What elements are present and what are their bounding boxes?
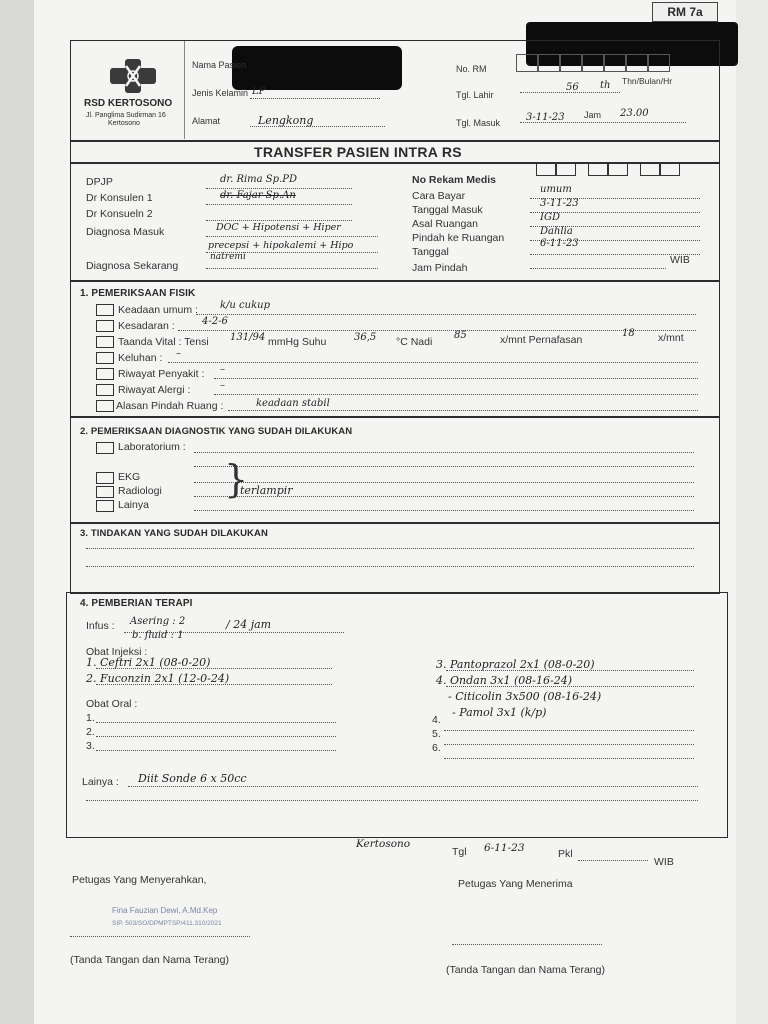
lab-line-2 <box>194 466 694 467</box>
footer-place: Kertosono <box>356 838 411 850</box>
konsulen1-line <box>206 204 352 205</box>
mmhg-suhu-label: mmHg Suhu <box>268 336 327 348</box>
lainya-diag-label: Lainya <box>118 499 149 511</box>
oral-left-1-line <box>96 722 336 723</box>
patient-name-label: Nama Pasien <box>192 60 247 70</box>
lab-line-1 <box>194 452 694 453</box>
section3-line-1 <box>86 548 694 549</box>
tanggal-label: Tanggal <box>412 246 449 258</box>
kesadaran-value: 4-2-6 <box>202 316 228 327</box>
dob-extra: th <box>600 80 611 91</box>
tensi-value: 131/94 <box>230 332 266 343</box>
oral-right-5-line <box>444 744 694 745</box>
ekg-checkbox[interactable] <box>96 472 114 484</box>
form-code-box <box>652 2 718 22</box>
asal-value: IGD <box>540 212 560 223</box>
dob-unit: Thn/Bulan/Hr <box>622 76 673 86</box>
alasan-line <box>228 410 698 411</box>
right-signer-title: Petugas Yang Menerima <box>458 878 573 890</box>
radiologi-checkbox[interactable] <box>96 486 114 498</box>
infus-value-1: Asering : 2 <box>130 616 186 627</box>
header-divider <box>184 41 185 139</box>
admit-value: 3-11-23 <box>526 112 565 123</box>
footer-tgl-label: Tgl <box>452 846 467 858</box>
keluhan-value: – <box>176 348 181 359</box>
alasan-checkbox[interactable] <box>96 400 114 412</box>
oral-left-2: 2. <box>86 726 95 738</box>
pindah-value: Dahlia <box>540 226 573 237</box>
kesadaran-label: Kesadaran : <box>118 320 175 332</box>
footer-pkl-line <box>578 860 648 861</box>
diagnosa-masuk-value-3: natremi <box>210 252 246 262</box>
keadaan-checkbox[interactable] <box>96 304 114 316</box>
oral-right-6: 6. <box>432 742 441 754</box>
pindah-label: Pindah ke Ruangan <box>412 232 505 244</box>
injeksi-label: Obat Injeksi : <box>86 646 148 658</box>
left-sign-note: (Tanda Tangan dan Nama Terang) <box>70 954 229 966</box>
oral-left-3: 3. <box>86 740 95 752</box>
diagnosa-sekarang-label: Diagnosa Sekarang <box>86 260 179 272</box>
footer-tgl-value: 6-11-23 <box>484 842 525 854</box>
riwayat-penyakit-value: – <box>220 364 225 375</box>
admit-time-value: 23.00 <box>620 108 649 119</box>
jam-pindah-label: Jam Pindah <box>412 262 468 274</box>
injeksi-5: - Citicolin 3x500 (08-16-24) <box>448 690 602 703</box>
keadaan-value: k/u cukup <box>220 300 270 311</box>
hospital-name: RSD KERTOSONO <box>84 98 173 109</box>
nadi-value: 85 <box>454 330 467 341</box>
jam-pindah-line <box>530 268 666 269</box>
dpjp-label: DPJP <box>86 176 113 188</box>
injeksi-6: - Pamol 3x1 (k/p) <box>452 706 547 719</box>
injeksi-1-line <box>96 668 332 669</box>
injeksi-2-line <box>96 684 332 685</box>
admit-line <box>520 122 686 123</box>
oral-left-3-line <box>96 750 336 751</box>
diagnosa-sekarang-line <box>206 268 378 269</box>
infus-value-2: b. fluid : 1 <box>132 630 184 641</box>
lab-label: Laboratorium : <box>118 441 186 453</box>
diag-brace: } <box>224 457 249 501</box>
kesadaran-checkbox[interactable] <box>96 320 114 332</box>
section4-frame <box>66 592 728 838</box>
keadaan-line <box>196 314 696 315</box>
address-label: Alamat <box>192 116 221 126</box>
section2-title: 2. PEMERIKSAAN DIAGNOSTIK YANG SUDAH DILAKUKAN <box>80 426 353 437</box>
suhu-value: 36,5 <box>354 332 377 343</box>
riwayat-penyakit-line <box>214 378 698 379</box>
keluhan-checkbox[interactable] <box>96 352 114 364</box>
section3-title: 3. TINDAKAN YANG SUDAH DILAKUKAN <box>80 528 268 539</box>
oral-right-4-line <box>444 730 694 731</box>
ekg-line <box>194 482 694 483</box>
hospital-address-1: Jl. Panglima Sudirman 16 <box>86 112 166 119</box>
address-value: Lengkong <box>258 114 314 127</box>
right-sign-note: (Tanda Tangan dan Nama Terang) <box>446 964 605 976</box>
asal-label: Asal Ruangan <box>412 218 478 230</box>
rr-xmnt-label: x/mnt <box>658 332 684 344</box>
left-signature-line <box>70 936 250 937</box>
footer-pkl-label: Pkl <box>558 848 573 860</box>
form-title: TRANSFER PASIEN INTRA RS <box>254 144 462 160</box>
section3-line-2 <box>86 566 694 567</box>
dob-label: Tgl. Lahir <box>456 90 494 100</box>
left-signer-title: Petugas Yang Menyerahkan, <box>72 874 207 886</box>
infus-rate: / 24 jam <box>226 618 272 631</box>
nurse-stamp-name: Fina Fauzian Dewi, A.Md.Kep <box>112 906 218 915</box>
injeksi-2: 2. Fuconzin 2x1 (12-0-24) <box>86 672 230 685</box>
konsulen2-line <box>206 220 352 221</box>
jam-pindah-wib: WIB <box>670 254 690 266</box>
diagnosa-masuk-label: Diagnosa Masuk <box>86 226 165 238</box>
rekam-medis-label: No Rekam Medis <box>412 174 497 186</box>
konsulen1-value: dr. Fajar Sp.An <box>220 190 296 201</box>
tgl-masuk-value: 3-11-23 <box>540 198 579 209</box>
keadaan-label: Keadaan umum : <box>118 304 198 316</box>
radiologi-label: Radiologi <box>118 485 162 497</box>
form-code: RM 7a <box>667 5 703 19</box>
alasan-value: keadaan stabil <box>256 398 330 409</box>
gender-line <box>250 98 380 99</box>
lainya-terapi-line-2 <box>86 800 698 801</box>
rr-value: 18 <box>622 328 635 339</box>
c-nadi-label: °C Nadi <box>396 336 433 348</box>
tanggal-value: 6-11-23 <box>540 238 579 249</box>
konsulen2-label: Dr Konsueln 2 <box>86 208 153 220</box>
keluhan-label: Keluhan : <box>118 352 163 364</box>
riwayat-alergi-line <box>214 394 698 395</box>
lainya-diag-checkbox[interactable] <box>96 500 114 512</box>
riwayat-alergi-value: – <box>220 380 225 391</box>
nurse-stamp-sip: SIP. 503/SO/DPMPTSP/411.310/2021 <box>112 920 222 927</box>
injeksi-4-line <box>446 686 694 687</box>
dob-line <box>520 92 620 93</box>
section1-frame <box>70 280 720 418</box>
diagnosa-masuk-line-1 <box>206 236 378 237</box>
admit-time-label: Jam <box>584 110 602 120</box>
gender-label: Jenis Kelamin <box>192 88 249 98</box>
cara-bayar-label: Cara Bayar <box>412 190 466 202</box>
right-signature-line <box>452 944 602 945</box>
oral-label: Obat Oral : <box>86 698 138 710</box>
admit-label: Tgl. Masuk <box>456 118 501 128</box>
oral-right-6-line <box>444 758 694 759</box>
injeksi-3: 3. Pantoprazol 2x1 (08-0-20) <box>436 658 595 671</box>
oral-left-2-line <box>96 736 336 737</box>
injeksi-3-line <box>446 670 694 671</box>
injeksi-1: 1. Ceftri 2x1 (08-0-20) <box>86 656 211 669</box>
lainya-diag-line <box>194 510 694 511</box>
section4-title: 4. PEMBERIAN TERAPI <box>80 598 193 609</box>
hospital-logo <box>108 58 158 94</box>
dob-value: 56 <box>566 82 579 93</box>
riwayat-alergi-label: Riwayat Alergi : <box>118 384 191 396</box>
ttv-label: Taanda Vital : Tensi <box>118 336 209 348</box>
lainya-terapi-value: Diit Sonde 6 x 50cc <box>138 772 247 785</box>
kesadaran-line <box>178 330 696 331</box>
footer-wib: WIB <box>654 856 674 868</box>
section1-title: 1. PEMERIKSAAN FISIK <box>80 288 196 299</box>
konsulen1-label: Dr Konsulen 1 <box>86 192 153 204</box>
alasan-label: Alasan Pindah Ruang : <box>116 400 224 412</box>
lab-checkbox[interactable] <box>96 442 114 454</box>
cara-bayar-value: umum <box>540 184 572 195</box>
riwayat-penyakit-label: Riwayat Penyakit : <box>118 368 205 380</box>
diag-value: terlampir <box>240 484 293 497</box>
xmnt-pernafasan-label: x/mnt Pernafasan <box>500 334 583 346</box>
infus-line <box>124 632 344 633</box>
rm-label: No. RM <box>456 64 487 74</box>
page-shadow-left <box>0 0 34 1024</box>
dpjp-line <box>206 188 352 189</box>
diagnosa-masuk-value: DOC + Hipotensi + Hiper <box>216 222 341 233</box>
diagnosa-masuk-value-2: precepsi + hipokalemi + Hipo <box>208 240 354 251</box>
oral-left-1: 1. <box>86 712 95 724</box>
injeksi-4: 4. Ondan 3x1 (08-16-24) <box>436 674 572 687</box>
riwayat-alergi-checkbox[interactable] <box>96 384 114 396</box>
tgl-masuk-label: Tanggal Masuk <box>412 204 483 216</box>
riwayat-penyakit-checkbox[interactable] <box>96 368 114 380</box>
hospital-address-2: Kertosono <box>108 120 140 127</box>
infus-label: Infus : <box>86 620 115 632</box>
lainya-terapi-label: Lainya : <box>82 776 119 788</box>
oral-right-5: 5. <box>432 728 441 740</box>
oral-right-4: 4. <box>432 714 441 726</box>
rm-boxes <box>516 54 670 72</box>
address-line <box>250 126 385 127</box>
keluhan-line <box>168 362 698 363</box>
ekg-label: EKG <box>118 471 141 483</box>
dpjp-value: dr. Rima Sp.PD <box>220 174 297 185</box>
ttv-checkbox[interactable] <box>96 336 114 348</box>
lainya-terapi-line-1 <box>128 786 698 787</box>
rekam-medis-boxes <box>536 162 680 176</box>
gender-value: LP <box>252 86 266 97</box>
